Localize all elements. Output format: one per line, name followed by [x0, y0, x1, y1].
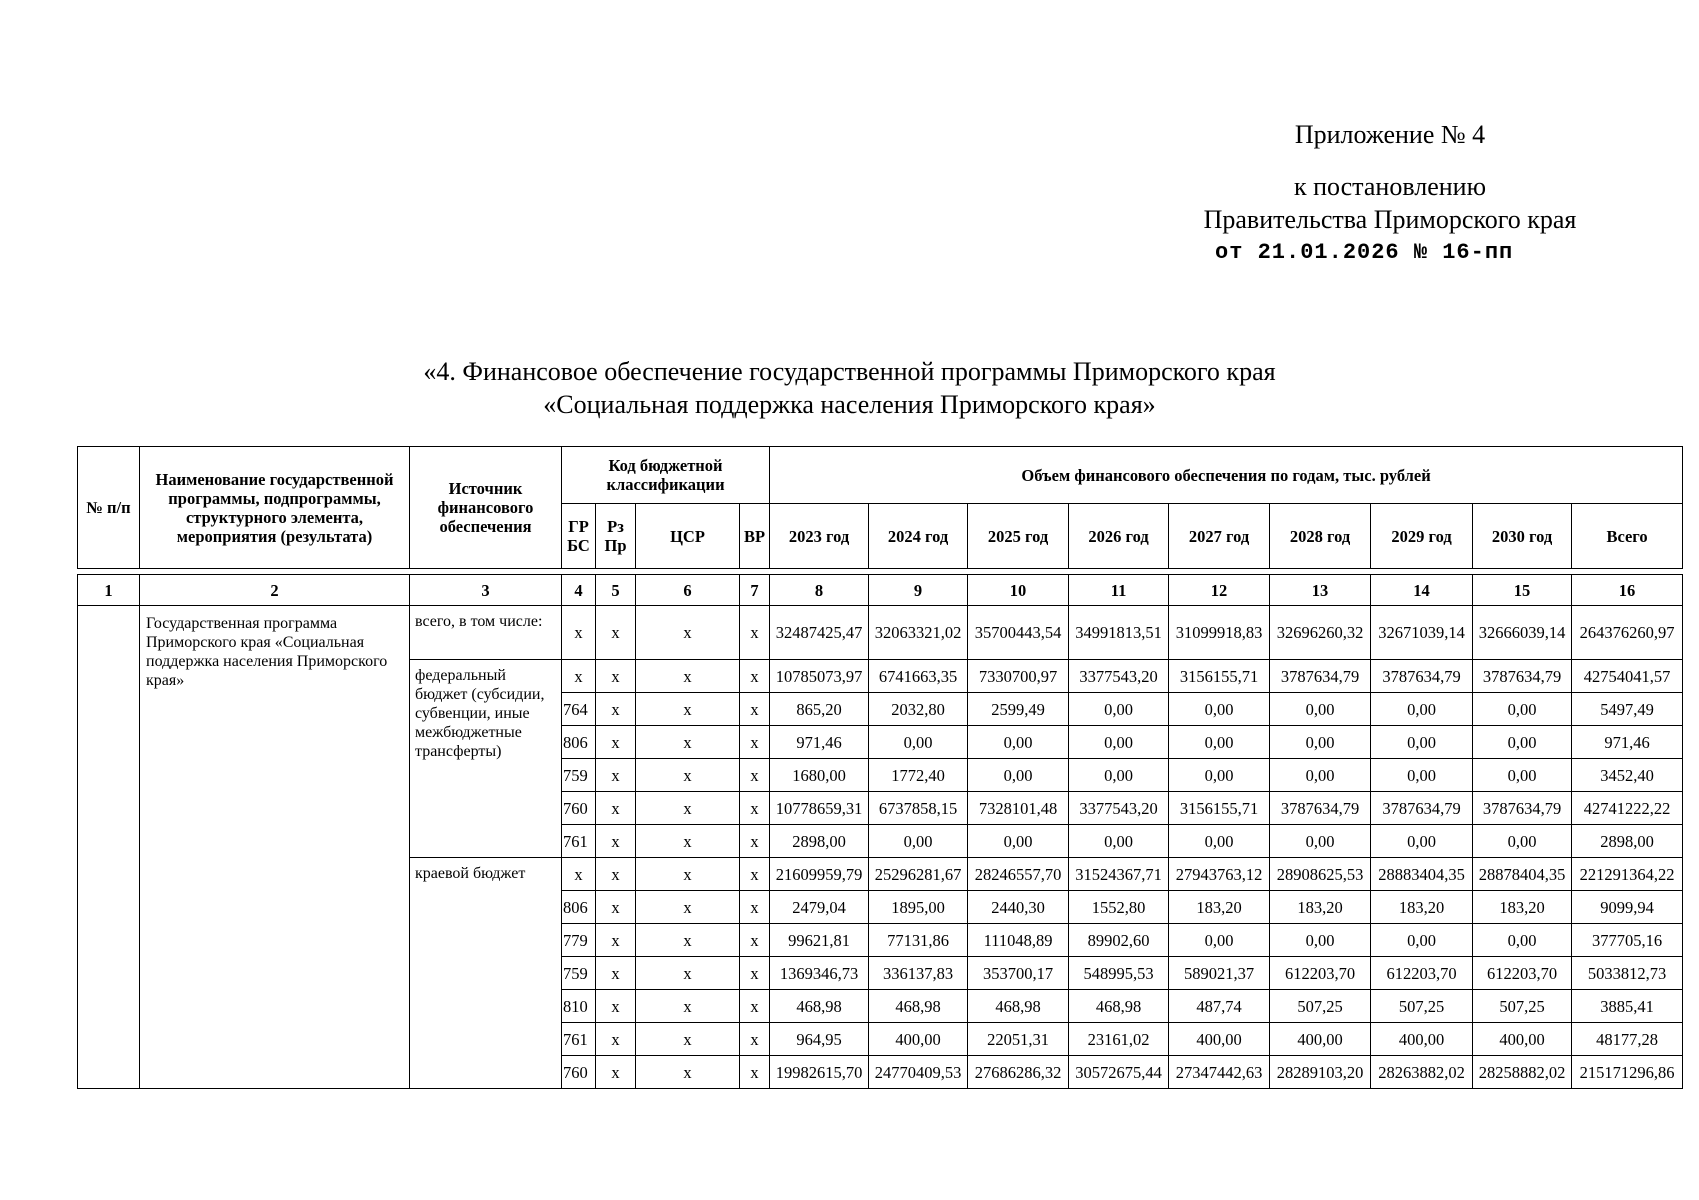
year-value-cell: 32487425,47: [770, 606, 869, 660]
year-value-cell: 28878404,35: [1473, 858, 1572, 891]
total-value-cell: 215171296,86: [1572, 1056, 1683, 1089]
header-year-2023: 2023 год: [770, 504, 869, 569]
year-value-cell: 0,00: [968, 825, 1069, 858]
year-value-cell: 7330700,97: [968, 660, 1069, 693]
col-number: 6: [636, 575, 740, 606]
grbs-cell: 810: [562, 990, 596, 1023]
header-rzpr: Рз Пр: [596, 504, 636, 569]
year-value-cell: 0,00: [1371, 693, 1473, 726]
vr-cell: x: [740, 759, 770, 792]
year-value-cell: 0,00: [1473, 759, 1572, 792]
csr-cell: x: [636, 726, 740, 759]
year-value-cell: 34991813,51: [1069, 606, 1169, 660]
year-value-cell: 1772,40: [869, 759, 968, 792]
year-value-cell: 7328101,48: [968, 792, 1069, 825]
header-year-2030: 2030 год: [1473, 504, 1572, 569]
title-line-1: «4. Финансовое обеспечение государственной программы Приморского края: [423, 357, 1276, 386]
year-value-cell: 3787634,79: [1270, 660, 1371, 693]
year-value-cell: 3787634,79: [1270, 792, 1371, 825]
year-value-cell: 0,00: [869, 726, 968, 759]
vr-cell: x: [740, 1023, 770, 1056]
year-value-cell: 0,00: [1069, 726, 1169, 759]
header-name: Наименование государственной программы, подпрограммы, структурного элемента, мероприятия (результата): [140, 447, 410, 569]
year-value-cell: 3377543,20: [1069, 660, 1169, 693]
vr-cell: x: [740, 957, 770, 990]
year-value-cell: 400,00: [1169, 1023, 1270, 1056]
grbs-cell: 806: [562, 726, 596, 759]
col-number: 13: [1270, 575, 1371, 606]
header-num: № п/п: [78, 447, 140, 569]
year-value-cell: 10778659,31: [770, 792, 869, 825]
year-value-cell: 30572675,44: [1069, 1056, 1169, 1089]
col-number: 11: [1069, 575, 1169, 606]
total-value-cell: 3452,40: [1572, 759, 1683, 792]
col-number: 5: [596, 575, 636, 606]
year-value-cell: 468,98: [968, 990, 1069, 1023]
year-value-cell: 468,98: [869, 990, 968, 1023]
year-value-cell: 0,00: [1473, 924, 1572, 957]
year-value-cell: 507,25: [1270, 990, 1371, 1023]
year-value-cell: 612203,70: [1270, 957, 1371, 990]
year-value-cell: 35700443,54: [968, 606, 1069, 660]
csr-cell: x: [636, 606, 740, 660]
vr-cell: x: [740, 858, 770, 891]
year-value-cell: 2898,00: [770, 825, 869, 858]
appendix-government: Правительства Приморского края: [1203, 205, 1577, 234]
year-value-cell: 400,00: [869, 1023, 968, 1056]
year-value-cell: 6737858,15: [869, 792, 968, 825]
rzpr-cell: x: [596, 792, 636, 825]
year-value-cell: 99621,81: [770, 924, 869, 957]
rzpr-cell: x: [596, 660, 636, 693]
year-value-cell: 2599,49: [968, 693, 1069, 726]
year-value-cell: 507,25: [1473, 990, 1572, 1023]
appendix-number: Приложение № 4: [1294, 120, 1486, 149]
rzpr-cell: x: [596, 726, 636, 759]
source-total: всего, в том числе:: [410, 606, 562, 660]
col-number: 10: [968, 575, 1069, 606]
table-row: [78, 606, 1683, 660]
grbs-cell: 779: [562, 924, 596, 957]
rzpr-cell: x: [596, 858, 636, 891]
year-value-cell: 0,00: [1270, 759, 1371, 792]
year-value-cell: 24770409,53: [869, 1056, 968, 1089]
header-total: Всего: [1572, 504, 1683, 569]
grbs-cell: 759: [562, 759, 596, 792]
year-value-cell: 22051,31: [968, 1023, 1069, 1056]
col-number: 8: [770, 575, 869, 606]
csr-cell: x: [636, 792, 740, 825]
grbs-cell: 761: [562, 1023, 596, 1056]
year-value-cell: 32696260,32: [1270, 606, 1371, 660]
header-year-2028: 2028 год: [1270, 504, 1371, 569]
year-value-cell: 77131,86: [869, 924, 968, 957]
csr-cell: x: [636, 693, 740, 726]
total-value-cell: 42741222,22: [1572, 792, 1683, 825]
year-value-cell: 32671039,14: [1371, 606, 1473, 660]
year-value-cell: 0,00: [1371, 924, 1473, 957]
header-csr: ЦСР: [636, 504, 740, 569]
year-value-cell: 28263882,02: [1371, 1056, 1473, 1089]
csr-cell: x: [636, 825, 740, 858]
year-value-cell: 28289103,20: [1270, 1056, 1371, 1089]
year-value-cell: 1369346,73: [770, 957, 869, 990]
year-value-cell: 0,00: [1069, 825, 1169, 858]
col-number: 12: [1169, 575, 1270, 606]
header-grbs: ГР БС: [562, 504, 596, 569]
vr-cell: x: [740, 825, 770, 858]
year-value-cell: 28246557,70: [968, 858, 1069, 891]
total-value-cell: 42754041,57: [1572, 660, 1683, 693]
grbs-cell: 806: [562, 891, 596, 924]
csr-cell: x: [636, 891, 740, 924]
total-value-cell: 3885,41: [1572, 990, 1683, 1023]
rzpr-cell: x: [596, 957, 636, 990]
source-federal: федеральный бюджет (субсидии, субвенции, иные межбюджетные трансферты): [410, 660, 562, 858]
year-value-cell: 28258882,02: [1473, 1056, 1572, 1089]
appendix-resolution: к постановлению: [1293, 172, 1487, 201]
total-value-cell: 2898,00: [1572, 825, 1683, 858]
csr-cell: x: [636, 1023, 740, 1056]
header-year-2029: 2029 год: [1371, 504, 1473, 569]
resolution-date-stamp: от 21.01.2026 № 16-пп: [1215, 240, 1514, 265]
rzpr-cell: x: [596, 990, 636, 1023]
col-number: 16: [1572, 575, 1683, 606]
year-value-cell: 3787634,79: [1473, 792, 1572, 825]
source-regional: краевой бюджет: [410, 858, 562, 1089]
rzpr-cell: x: [596, 825, 636, 858]
header-year-2024: 2024 год: [869, 504, 968, 569]
year-value-cell: 23161,02: [1069, 1023, 1169, 1056]
year-value-cell: 507,25: [1371, 990, 1473, 1023]
year-value-cell: 28908625,53: [1270, 858, 1371, 891]
header-year-2025: 2025 год: [968, 504, 1069, 569]
year-value-cell: 1680,00: [770, 759, 869, 792]
year-value-cell: 21609959,79: [770, 858, 869, 891]
year-value-cell: 111048,89: [968, 924, 1069, 957]
program-name: Государственная программа Приморского края «Социальная поддержка населения Приморского края»: [140, 606, 410, 1089]
year-value-cell: 2479,04: [770, 891, 869, 924]
csr-cell: x: [636, 1056, 740, 1089]
year-value-cell: 3156155,71: [1169, 660, 1270, 693]
rzpr-cell: x: [596, 1056, 636, 1089]
total-value-cell: 377705,16: [1572, 924, 1683, 957]
year-value-cell: 0,00: [1169, 759, 1270, 792]
grbs-cell: x: [562, 858, 596, 891]
year-value-cell: 0,00: [1069, 693, 1169, 726]
vr-cell: x: [740, 924, 770, 957]
rzpr-cell: x: [596, 606, 636, 660]
col-number: 15: [1473, 575, 1572, 606]
year-value-cell: 548995,53: [1069, 957, 1169, 990]
header-volume: Объем финансового обеспечения по годам, тыс. рублей: [770, 447, 1683, 504]
row-number-cell: [78, 606, 140, 1089]
rzpr-cell: x: [596, 693, 636, 726]
year-value-cell: 0,00: [968, 759, 1069, 792]
col-number: 9: [869, 575, 968, 606]
year-value-cell: 0,00: [869, 825, 968, 858]
year-value-cell: 183,20: [1270, 891, 1371, 924]
year-value-cell: 865,20: [770, 693, 869, 726]
rzpr-cell: x: [596, 759, 636, 792]
year-value-cell: 612203,70: [1371, 957, 1473, 990]
year-value-cell: 3787634,79: [1371, 792, 1473, 825]
year-value-cell: 336137,83: [869, 957, 968, 990]
year-value-cell: 27943763,12: [1169, 858, 1270, 891]
total-value-cell: 221291364,22: [1572, 858, 1683, 891]
total-value-cell: 9099,94: [1572, 891, 1683, 924]
rzpr-cell: x: [596, 924, 636, 957]
year-value-cell: 0,00: [1270, 693, 1371, 726]
year-value-cell: 400,00: [1270, 1023, 1371, 1056]
year-value-cell: 183,20: [1371, 891, 1473, 924]
grbs-cell: 764: [562, 693, 596, 726]
total-value-cell: 971,46: [1572, 726, 1683, 759]
year-value-cell: 0,00: [1371, 759, 1473, 792]
year-value-cell: 0,00: [1473, 693, 1572, 726]
year-value-cell: 0,00: [1169, 825, 1270, 858]
year-value-cell: 3377543,20: [1069, 792, 1169, 825]
year-value-cell: 31524367,71: [1069, 858, 1169, 891]
vr-cell: x: [740, 606, 770, 660]
year-value-cell: 27686286,32: [968, 1056, 1069, 1089]
col-number: 1: [78, 575, 140, 606]
total-value-cell: 5497,49: [1572, 693, 1683, 726]
title-line-2: «Социальная поддержка населения Приморского края»: [543, 390, 1156, 419]
column-number-row: [78, 575, 1683, 606]
col-number: 4: [562, 575, 596, 606]
year-value-cell: 19982615,70: [770, 1056, 869, 1089]
year-value-cell: 32666039,14: [1473, 606, 1572, 660]
year-value-cell: 3787634,79: [1371, 660, 1473, 693]
rzpr-cell: x: [596, 891, 636, 924]
year-value-cell: 400,00: [1473, 1023, 1572, 1056]
header-year-2026: 2026 год: [1069, 504, 1169, 569]
financing-table: [77, 446, 1683, 1089]
total-value-cell: 5033812,73: [1572, 957, 1683, 990]
year-value-cell: 1895,00: [869, 891, 968, 924]
grbs-cell: 760: [562, 1056, 596, 1089]
header-vr: ВР: [740, 504, 770, 569]
year-value-cell: 1552,80: [1069, 891, 1169, 924]
year-value-cell: 468,98: [1069, 990, 1169, 1023]
vr-cell: x: [740, 726, 770, 759]
csr-cell: x: [636, 858, 740, 891]
year-value-cell: 0,00: [1069, 759, 1169, 792]
year-value-cell: 0,00: [1270, 726, 1371, 759]
year-value-cell: 183,20: [1169, 891, 1270, 924]
year-value-cell: 2440,30: [968, 891, 1069, 924]
grbs-cell: x: [562, 606, 596, 660]
csr-cell: x: [636, 924, 740, 957]
vr-cell: x: [740, 792, 770, 825]
csr-cell: x: [636, 759, 740, 792]
year-value-cell: 25296281,67: [869, 858, 968, 891]
year-value-cell: 183,20: [1473, 891, 1572, 924]
csr-cell: x: [636, 660, 740, 693]
col-number: 2: [140, 575, 410, 606]
year-value-cell: 2032,80: [869, 693, 968, 726]
rzpr-cell: x: [596, 1023, 636, 1056]
total-value-cell: 264376260,97: [1572, 606, 1683, 660]
year-value-cell: 0,00: [1270, 825, 1371, 858]
header-year-2027: 2027 год: [1169, 504, 1270, 569]
year-value-cell: 3156155,71: [1169, 792, 1270, 825]
year-value-cell: 89902,60: [1069, 924, 1169, 957]
vr-cell: x: [740, 1056, 770, 1089]
year-value-cell: 28883404,35: [1371, 858, 1473, 891]
total-value-cell: 48177,28: [1572, 1023, 1683, 1056]
document-title: [0, 355, 1699, 421]
year-value-cell: 589021,37: [1169, 957, 1270, 990]
col-number: 7: [740, 575, 770, 606]
grbs-cell: 760: [562, 792, 596, 825]
grbs-cell: 761: [562, 825, 596, 858]
col-number: 14: [1371, 575, 1473, 606]
year-value-cell: 31099918,83: [1169, 606, 1270, 660]
grbs-cell: x: [562, 660, 596, 693]
year-value-cell: 6741663,35: [869, 660, 968, 693]
vr-cell: x: [740, 891, 770, 924]
year-value-cell: 0,00: [1169, 924, 1270, 957]
year-value-cell: 0,00: [968, 726, 1069, 759]
year-value-cell: 0,00: [1371, 825, 1473, 858]
vr-cell: x: [740, 660, 770, 693]
year-value-cell: 0,00: [1169, 726, 1270, 759]
year-value-cell: 0,00: [1473, 825, 1572, 858]
year-value-cell: 0,00: [1371, 726, 1473, 759]
vr-cell: x: [740, 693, 770, 726]
year-value-cell: 0,00: [1169, 693, 1270, 726]
year-value-cell: 10785073,97: [770, 660, 869, 693]
year-value-cell: 32063321,02: [869, 606, 968, 660]
header-budget-code: Код бюджетной классификации: [562, 447, 770, 504]
year-value-cell: 0,00: [1270, 924, 1371, 957]
year-value-cell: 0,00: [1473, 726, 1572, 759]
year-value-cell: 487,74: [1169, 990, 1270, 1023]
col-number: 3: [410, 575, 562, 606]
year-value-cell: 27347442,63: [1169, 1056, 1270, 1089]
year-value-cell: 353700,17: [968, 957, 1069, 990]
year-value-cell: 468,98: [770, 990, 869, 1023]
year-value-cell: 612203,70: [1473, 957, 1572, 990]
year-value-cell: 971,46: [770, 726, 869, 759]
year-value-cell: 3787634,79: [1473, 660, 1572, 693]
year-value-cell: 964,95: [770, 1023, 869, 1056]
csr-cell: x: [636, 990, 740, 1023]
vr-cell: x: [740, 990, 770, 1023]
grbs-cell: 759: [562, 957, 596, 990]
year-value-cell: 400,00: [1371, 1023, 1473, 1056]
header-source: Источник финансового обеспечения: [410, 447, 562, 569]
csr-cell: x: [636, 957, 740, 990]
